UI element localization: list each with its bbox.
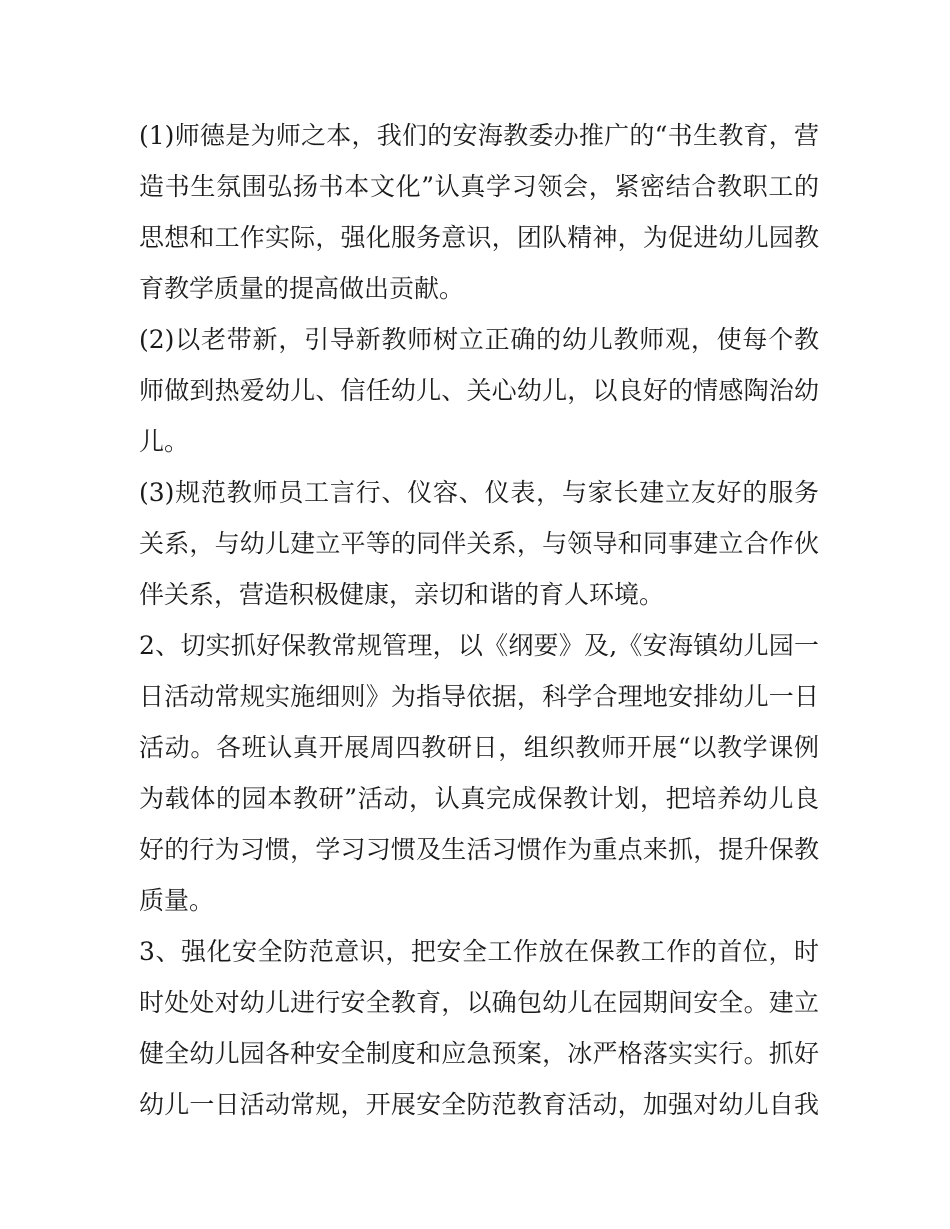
text-line: (3)规范教师员工言行、仪容、仪表，与家长建立友好的服务 [139, 478, 819, 507]
text-line: 3、强化安全防范意识，把安全工作放在保教工作的首位，时 [139, 937, 819, 966]
text-line: 质量。 [139, 886, 215, 915]
text-line: 2、切实抓好保教常规管理，以《纲要》及,《安海镇幼儿园一 [139, 631, 819, 660]
text-line: 儿。 [139, 427, 190, 456]
text-line: 关系，与幼儿建立平等的同伴关系，与领导和同事建立合作伙 [139, 529, 819, 558]
text-line: 好的行为习惯，学习习惯及生活习惯作为重点来抓，提升保教 [139, 835, 819, 864]
text-line: 幼儿一日活动常规，开展安全防范教育活动，加强对幼儿自我 [139, 1090, 819, 1119]
text-line: 师做到热爱幼儿、信任幼儿、关心幼儿，以良好的情感陶治幼 [139, 376, 819, 405]
text-line: (1)师德是为师之本，我们的安海教委办推广的“书生教育，营 [139, 121, 819, 150]
document-body [139, 110, 819, 1130]
text-line: 伴关系，营造积极健康，亲切和谐的育人环境。 [139, 580, 665, 609]
text-line: 健全幼儿园各种安全制度和应急预案，冰严格落实实行。抓好 [139, 1039, 819, 1068]
text-line: 为载体的园本教研”活动，认真完成保教计划，把培养幼儿良 [139, 784, 819, 813]
text-line: 造书生氛围弘扬书本文化”认真学习领会，紧密结合教职工的 [139, 172, 819, 201]
text-line: 育教学质量的提高做出贡献。 [139, 274, 465, 303]
text-line: 日活动常规实施细则》为指导依据，科学合理地安排幼儿一日 [139, 682, 819, 711]
text-line: 活动。各班认真开展周四教研日，组织教师开展“以教学课例 [139, 733, 819, 762]
text-line: 思想和工作实际，强化服务意识，团队精神，为促进幼儿园教 [139, 223, 819, 252]
text-line: 时处处对幼儿进行安全教育，以确包幼儿在园期间安全。建立 [139, 988, 819, 1017]
text-line: (2)以老带新，引导新教师树立正确的幼儿教师观，使每个教 [139, 325, 819, 354]
